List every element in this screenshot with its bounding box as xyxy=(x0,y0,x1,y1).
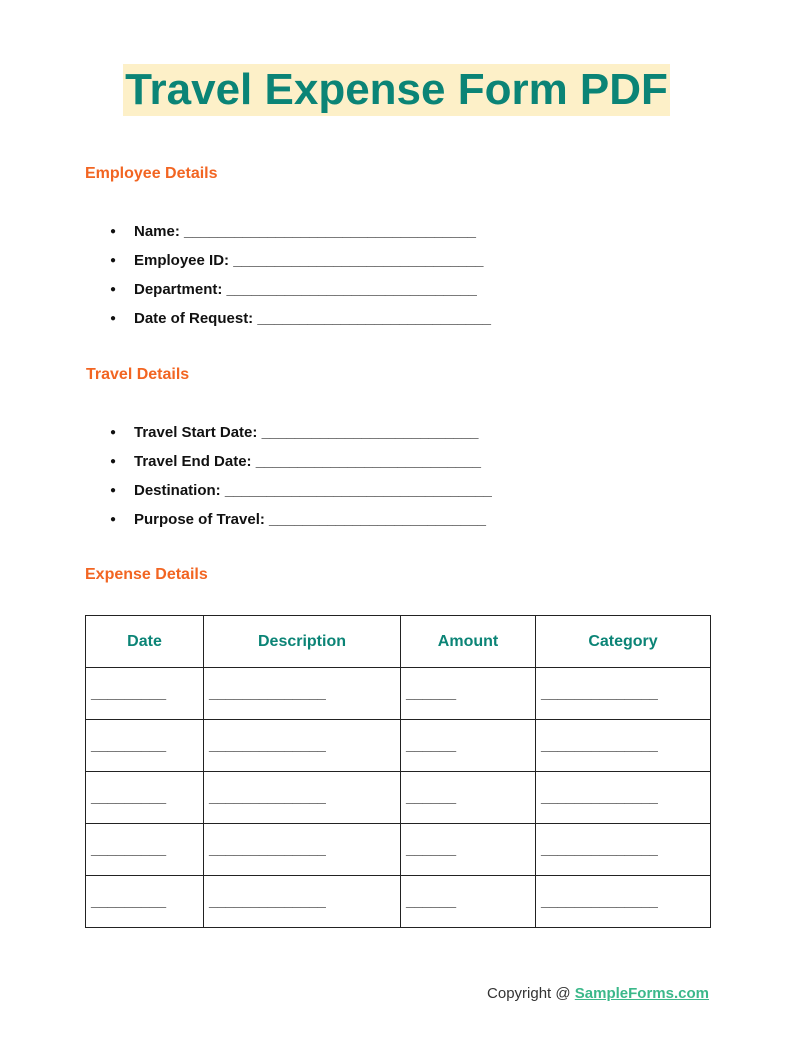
category-cell[interactable]: ______________ xyxy=(536,772,711,824)
description-cell[interactable]: ______________ xyxy=(204,720,401,772)
date-cell[interactable]: _________ xyxy=(86,772,204,824)
expense-table xyxy=(85,615,711,928)
category-cell[interactable]: ______________ xyxy=(536,824,711,876)
amount-cell[interactable]: ______ xyxy=(401,668,536,720)
blank-line[interactable]: __________________________ xyxy=(269,511,486,528)
blank-line[interactable]: ______________________________ xyxy=(226,281,477,298)
blank-line[interactable]: __________________________ xyxy=(261,424,479,441)
employee-details-heading: Employee Details xyxy=(85,165,218,182)
date-cell[interactable]: _________ xyxy=(86,876,204,928)
table-row xyxy=(86,668,711,720)
amount-cell[interactable]: ______ xyxy=(401,772,536,824)
category-cell[interactable]: ______________ xyxy=(536,720,711,772)
expense-details-heading: Expense Details xyxy=(85,566,208,583)
field-label: Date of Request: xyxy=(134,310,254,327)
date-cell[interactable]: _________ xyxy=(86,668,204,720)
travel-details-heading: Travel Details xyxy=(86,366,190,383)
column-header-amount: Amount xyxy=(401,616,536,668)
table-row xyxy=(86,772,711,824)
sampleforms-link[interactable]: SampleForms.com xyxy=(574,985,709,1002)
travel-details-list xyxy=(110,418,492,534)
table-row xyxy=(86,824,711,876)
purpose-of-travel-field[interactable] xyxy=(110,505,492,534)
field-label: Name: xyxy=(134,223,180,240)
description-cell[interactable]: ______________ xyxy=(204,824,401,876)
amount-cell[interactable]: ______ xyxy=(401,824,536,876)
category-cell[interactable]: ______________ xyxy=(536,876,711,928)
blank-line[interactable]: ___________________________ xyxy=(255,453,481,470)
category-cell[interactable]: ______________ xyxy=(536,668,711,720)
title-wrapper xyxy=(0,64,793,116)
table-row xyxy=(86,720,711,772)
table-row xyxy=(86,876,711,928)
column-header-description: Description xyxy=(204,616,401,668)
employee-details-list xyxy=(110,217,491,333)
field-label: Employee ID: xyxy=(134,252,230,269)
blank-line[interactable]: ____________________________ xyxy=(257,310,491,327)
field-label: Purpose of Travel: xyxy=(134,511,265,528)
blank-line[interactable]: ______________________________ xyxy=(233,252,484,269)
blank-line[interactable]: ________________________________ xyxy=(224,482,492,499)
field-label: Destination: xyxy=(134,482,221,499)
travel-end-date-field[interactable] xyxy=(110,447,492,476)
copyright-text: Copyright @ xyxy=(487,985,571,1002)
field-label: Travel End Date: xyxy=(134,453,252,470)
date-cell[interactable]: _________ xyxy=(86,720,204,772)
blank-line[interactable]: ___________________________________ xyxy=(184,223,477,240)
table-header-row xyxy=(86,616,711,668)
name-field[interactable] xyxy=(110,217,491,246)
date-of-request-field[interactable] xyxy=(110,304,491,333)
description-cell[interactable]: ______________ xyxy=(204,668,401,720)
destination-field[interactable] xyxy=(110,476,492,505)
page-title: Travel Expense Form PDF xyxy=(125,65,668,114)
field-label: Travel Start Date: xyxy=(134,424,258,441)
description-cell[interactable]: ______________ xyxy=(204,876,401,928)
department-field[interactable] xyxy=(110,275,491,304)
date-cell[interactable]: _________ xyxy=(86,824,204,876)
amount-cell[interactable]: ______ xyxy=(401,876,536,928)
column-header-category: Category xyxy=(536,616,711,668)
column-header-date: Date xyxy=(86,616,204,668)
field-label: Department: xyxy=(134,281,223,298)
employee-id-field[interactable] xyxy=(110,246,491,275)
travel-start-date-field[interactable] xyxy=(110,418,492,447)
amount-cell[interactable]: ______ xyxy=(401,720,536,772)
description-cell[interactable]: ______________ xyxy=(204,772,401,824)
copyright-footer xyxy=(487,985,709,1002)
